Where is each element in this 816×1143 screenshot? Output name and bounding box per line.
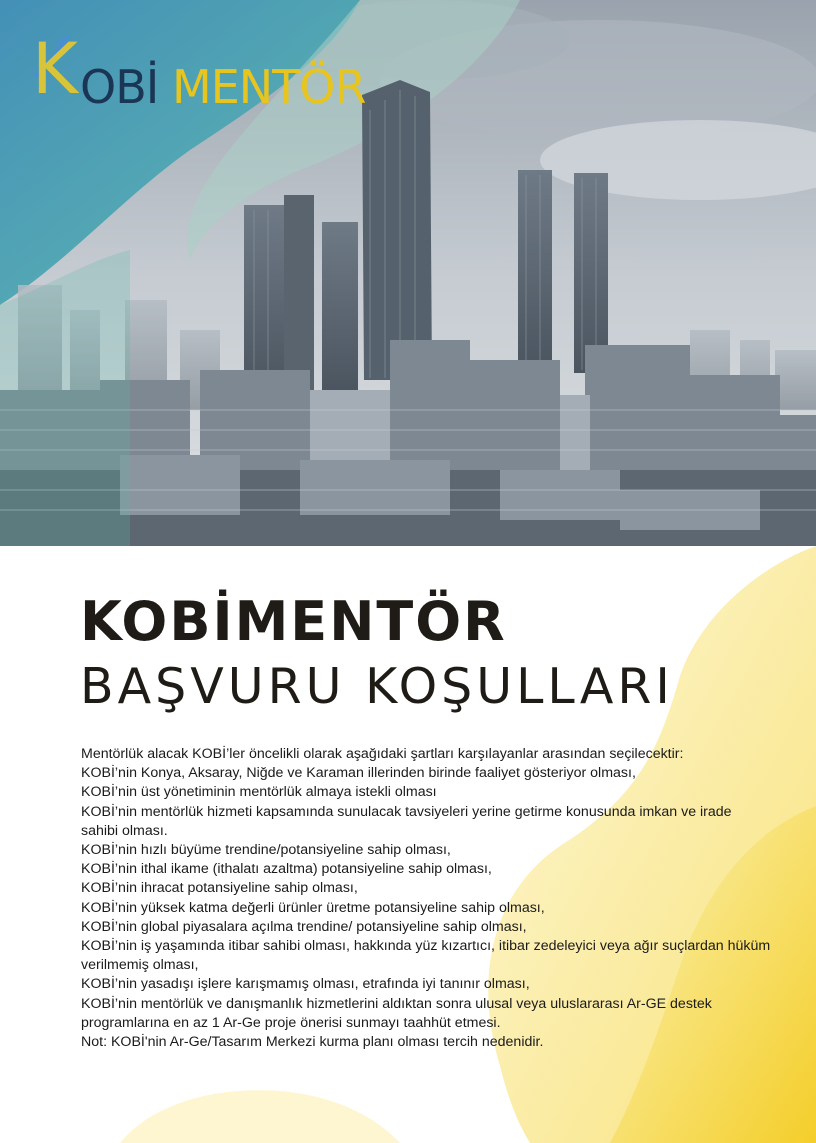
logo-text-obi: OBİ [80, 60, 159, 114]
condition-line: KOBİ’nin iş yaşamında itibar sahibi olması, hakkında yüz kızartıcı, itibar zedeleyici veya ağır suçlardan hüküm verilmemiş olması, [81, 938, 771, 974]
logo-text-mentor: MENTÖR [172, 60, 366, 114]
intro-line: Mentörlük alacak KOBİ’ler öncelikli olarak aşağıdaki şartları karşılayanlar arasından seçilecektir: [81, 746, 684, 762]
hero-image [0, 0, 816, 546]
logo-letter-k: K [32, 28, 78, 110]
condition-line: KOBİ’nin global piyasalara açılma trendine/ potansiyeline sahip olması, [81, 918, 527, 935]
condition-line: KOBİ’nin mentörlük hizmeti kapsamında sunulacak tavsiyeleri yerine getirme konusunda imkan ve irade sahibi olması. [81, 803, 732, 839]
kobimentor-logo [30, 28, 430, 114]
note-line: Not: KOBİ'nin Ar-Ge/Tasarım Merkezi kurma planı olması tercih nedenidir. [81, 1034, 544, 1051]
condition-line: KOBİ’nin mentörlük ve danışmanlık hizmetlerini aldıktan sonra ulusal veya uluslararası Ar-GE destek programlarına en az 1 Ar-Ge proje önerisi sunmayı taahhüt etmesi. [81, 995, 712, 1031]
condition-line: KOBİ’nin hızlı büyüme trendine/potansiyeline sahip olması, [81, 842, 451, 859]
condition-line: KOBİ’nin yüksek katma değerli ürünler üretme potansiyeline sahip olması, [81, 899, 545, 916]
conditions-text [81, 745, 771, 1052]
condition-line: KOBİ’nin üst yönetiminin mentörlük almaya istekli olması [81, 784, 437, 801]
condition-line: KOBİ’nin ihracat potansiyeline sahip olması, [81, 880, 358, 897]
page-title: KOBİMENTÖR [80, 590, 507, 653]
condition-line: KOBİ’nin Konya, Aksaray, Niğde ve Karaman illerinden birinde faaliyet gösteriyor olması, [81, 765, 636, 782]
condition-line: KOBİ’nin yasadışı işlere karışmamış olması, etrafında iyi tanınır olması, [81, 976, 530, 993]
page-subtitle: BAŞVURU KOŞULLARI [80, 658, 674, 715]
condition-line: KOBİ’nin ithal ikame (ithalatı azaltma) potansiyeline sahip olması, [81, 861, 492, 878]
